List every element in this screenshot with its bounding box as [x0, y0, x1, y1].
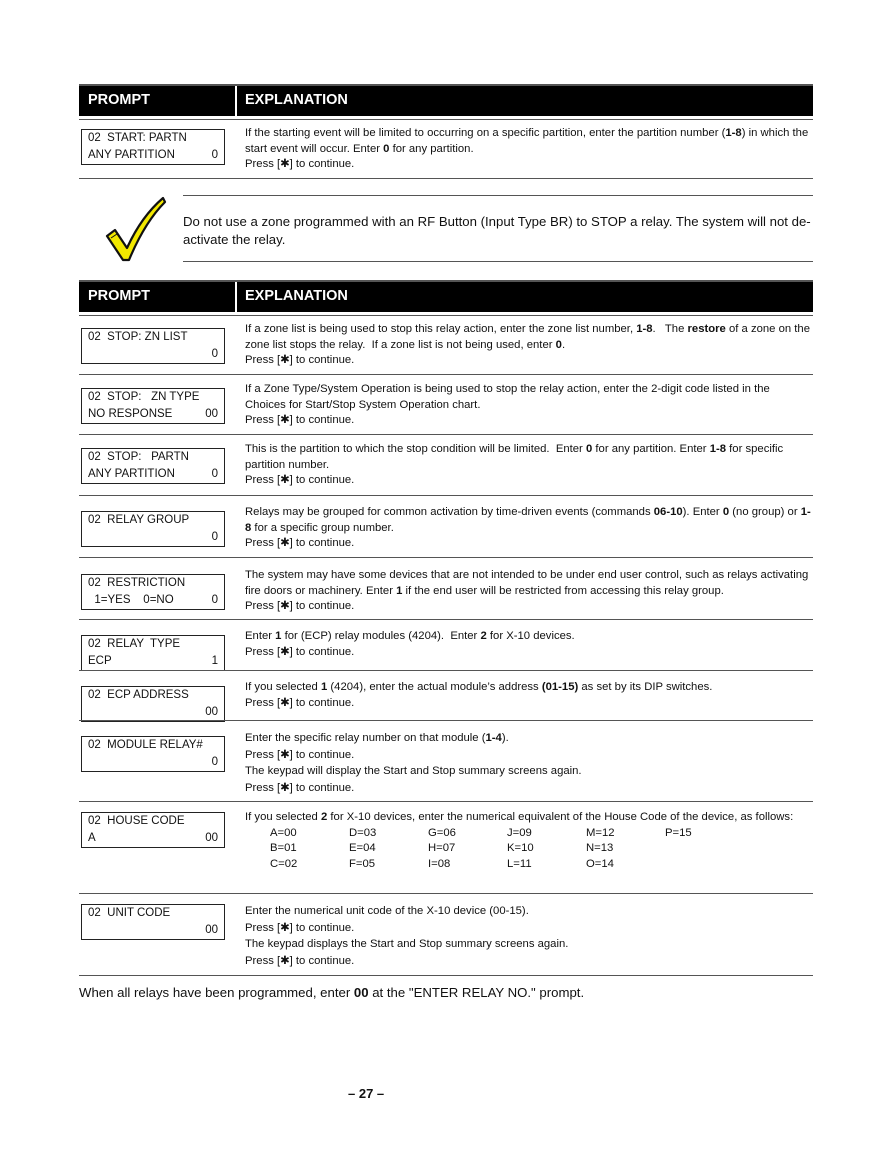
lcd-display — [81, 328, 225, 364]
lcd-display — [81, 812, 225, 848]
table-header — [79, 280, 813, 312]
press-continue: Press [✱] to continue. — [245, 354, 355, 366]
explanation-text: If you selected 2 for X-10 devices, enter the numerical equivalent of the House Code of the device, as follows: — [245, 811, 794, 823]
press-continue: Press [✱] to continue. — [245, 645, 355, 658]
lcd-display — [81, 511, 225, 547]
lcd-line-2: ANY PARTITION — [88, 149, 175, 161]
lcd-display — [81, 574, 225, 610]
explanation — [245, 629, 813, 660]
house-code-cell: P=15 — [665, 826, 692, 839]
lcd-display — [81, 904, 225, 940]
press-continue: Press [✱] to continue. — [245, 781, 355, 794]
note-text: Do not use a zone programmed with an RF Button (Input Type BR) to STOP a relay. The system will not de-activate the relay. — [183, 214, 811, 247]
explanation-text: If you selected 1 (4204), enter the actual module’s address (01-15) as set by its DIP switches. — [245, 681, 713, 693]
divider — [79, 801, 813, 802]
divider — [79, 893, 813, 894]
lcd-line-1: 02 RESTRICTION — [88, 577, 186, 589]
house-code-cell: H=07 — [428, 842, 456, 854]
explanation — [245, 680, 813, 711]
lcd-line-2: A — [88, 832, 96, 844]
lcd-line-2: ANY PARTITION — [88, 468, 175, 480]
lcd-display — [81, 129, 225, 165]
explanation-text: Enter the specific relay number on that module (1-4). — [245, 732, 509, 744]
explanation-text: The system may have some devices that are not intended to be under end user control, such as relays activating fire doors or machinery. Enter 1 if the end user will be restricted from accessing this relay group. — [245, 569, 809, 597]
house-code-cell: L=11 — [507, 857, 532, 870]
lcd-display — [81, 448, 225, 484]
divider — [79, 557, 813, 558]
press-continue: Press [✱] to continue. — [245, 954, 355, 967]
lcd-line-1: 02 ECP ADDRESS — [88, 689, 189, 701]
divider — [79, 119, 813, 120]
lcd-line-2: NO RESPONSE — [88, 408, 173, 420]
explanation-text: If a zone list is being used to stop this relay action, enter the zone list number, 1-8. The restore of a zone on the zone list stops the relay. If a zone list is not being used, enter 0. — [245, 323, 810, 351]
prompt-header: PROMPT — [88, 288, 151, 304]
house-code-cell: M=12 — [586, 826, 615, 839]
table-header — [79, 84, 813, 116]
lcd-value: 00 — [205, 924, 218, 936]
page-number: – 27 – — [348, 1086, 385, 1101]
house-code-cell: F=05 — [349, 857, 376, 870]
divider — [79, 178, 813, 179]
note-bottom-rule — [183, 261, 813, 262]
checkmark-icon — [103, 196, 167, 264]
lcd-line-2: 1=YES 0=NO — [88, 594, 174, 606]
divider — [79, 975, 813, 976]
press-continue: Press [✱] to continue. — [245, 921, 355, 934]
lcd-line-1: 02 START: PARTN — [88, 132, 187, 144]
lcd-line-1: 02 HOUSE CODE — [88, 815, 185, 827]
lcd-value: 00 — [205, 832, 218, 844]
house-code-cell: A=00 — [270, 826, 297, 839]
divider — [79, 434, 813, 435]
explanation-text: Enter 1 for (ECP) relay modules (4204). Enter 2 for X-10 devices. — [245, 630, 575, 642]
explanation — [245, 730, 813, 796]
lcd-value: 00 — [205, 408, 218, 420]
house-code-cell: O=14 — [586, 857, 614, 870]
lcd-value: 0 — [211, 149, 218, 161]
house-code-cell: I=08 — [428, 857, 451, 870]
house-code-table — [270, 826, 813, 873]
divider — [79, 619, 813, 620]
explanation — [245, 382, 813, 429]
lcd-value: 0 — [211, 348, 218, 360]
lcd-display — [81, 686, 225, 722]
house-code-cell: K=10 — [507, 842, 534, 854]
lcd-line-1: 02 RELAY TYPE — [88, 638, 181, 650]
lcd-display — [81, 635, 225, 671]
press-continue: Press [✱] to continue. — [245, 414, 355, 426]
explanation — [245, 322, 813, 369]
lcd-line-1: 02 STOP: ZN TYPE — [88, 391, 200, 403]
house-code-cell — [665, 841, 744, 857]
note-top-rule — [183, 195, 813, 196]
lcd-value: 0 — [211, 756, 218, 768]
lcd-value: 00 — [205, 706, 218, 718]
house-code-cell: E=04 — [349, 842, 376, 854]
press-continue: Press [✱] to continue. — [245, 600, 355, 612]
lcd-line-1: 02 STOP: PARTN — [88, 451, 189, 463]
press-continue: Press [✱] to continue. — [245, 748, 355, 761]
explanation-text: Enter the numerical unit code of the X-10 device (00-15). — [245, 905, 529, 917]
press-continue: Press [✱] to continue. — [245, 696, 355, 709]
explanation-text: The keypad will display the Start and Stop summary screens again. — [245, 765, 582, 777]
house-code-cell: B=01 — [270, 842, 297, 854]
lcd-value: 0 — [211, 531, 218, 543]
divider — [79, 720, 813, 721]
divider — [79, 374, 813, 375]
lcd-display — [81, 736, 225, 772]
divider — [79, 315, 813, 316]
house-code-cell — [665, 857, 744, 873]
explanation — [245, 505, 813, 552]
explanation-text: This is the partition to which the stop condition will be limited. Enter 0 for any partition. Enter 1-8 for specific partition number. — [245, 443, 784, 471]
lcd-value: 0 — [211, 594, 218, 606]
divider — [79, 670, 813, 671]
lcd-display — [81, 388, 225, 424]
press-continue: Press [✱] to continue. — [245, 158, 355, 170]
lcd-line-2: ECP — [88, 655, 112, 667]
lcd-line-1: 02 UNIT CODE — [88, 907, 171, 919]
footer-note: When all relays have been programmed, enter 00 at the "ENTER RELAY NO." prompt. — [79, 985, 585, 1000]
house-code-cell: J=09 — [507, 826, 532, 839]
house-code-cell: C=02 — [270, 857, 298, 870]
explanation — [245, 568, 813, 615]
house-code-cell: D=03 — [349, 826, 377, 839]
header-divider — [235, 86, 237, 116]
explanation-text: The keypad displays the Start and Stop summary screens again. — [245, 938, 569, 950]
house-code-cell: G=06 — [428, 826, 456, 839]
lcd-line-1: 02 STOP: ZN LIST — [88, 331, 188, 343]
divider — [79, 495, 813, 496]
header-divider — [235, 282, 237, 312]
press-continue: Press [✱] to continue. — [245, 474, 355, 486]
house-code-cell: N=13 — [586, 842, 614, 854]
explanation — [245, 126, 813, 173]
lcd-value: 1 — [211, 655, 218, 667]
explanation — [245, 442, 813, 489]
explanation — [245, 810, 813, 872]
explanation-header: EXPLANATION — [245, 92, 348, 108]
lcd-value: 0 — [211, 468, 218, 480]
explanation-text: If the starting event will be limited to occurring on a specific partition, enter the partition number (1-8) in which the start event will occur. Enter 0 for any partition. — [245, 127, 809, 155]
lcd-line-1: 02 MODULE RELAY# — [88, 739, 203, 751]
explanation-header: EXPLANATION — [245, 288, 348, 304]
press-continue: Press [✱] to continue. — [245, 537, 355, 549]
explanation-text: Relays may be grouped for common activation by time-driven events (commands 06-10). Enter 0 (no group) or 1-8 for a specific group number. — [245, 506, 811, 534]
prompt-header: PROMPT — [88, 92, 151, 108]
explanation-text: If a Zone Type/System Operation is being used to stop the relay action, enter the 2-digit code listed in the Choices for Start/Stop System Operation chart. — [245, 383, 770, 411]
explanation — [245, 903, 813, 969]
lcd-line-1: 02 RELAY GROUP — [88, 514, 190, 526]
